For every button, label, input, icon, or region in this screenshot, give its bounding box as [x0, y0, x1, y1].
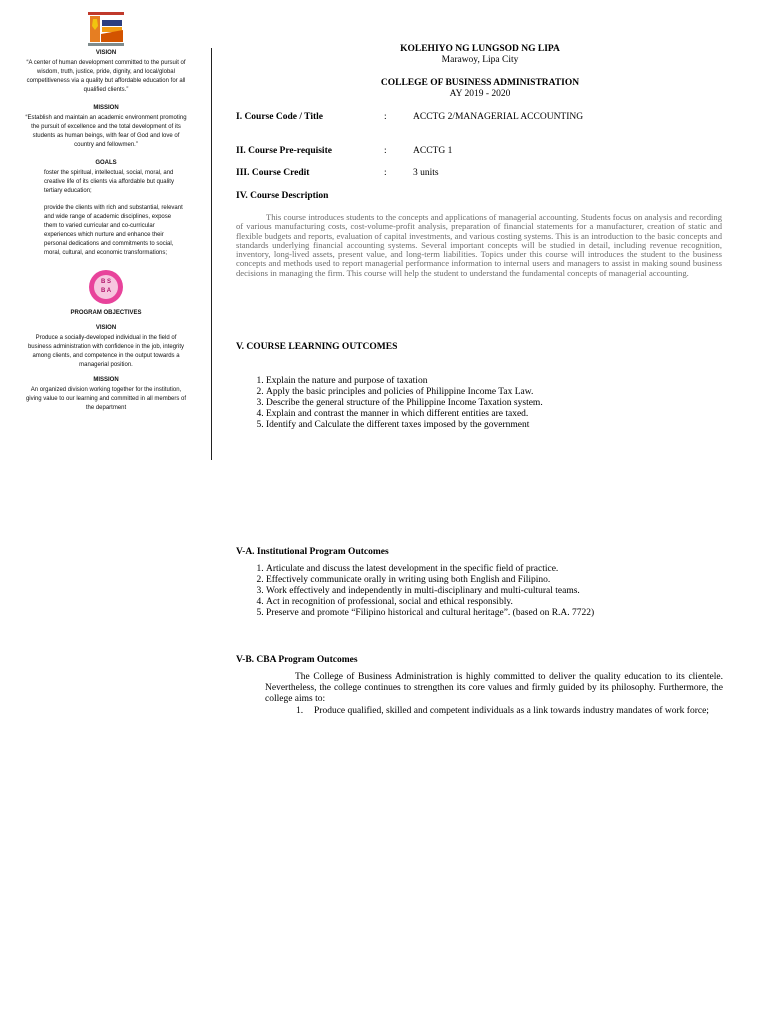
institutional-outcomes-list [236, 564, 726, 619]
dept-logo-text-2: B A [100, 288, 112, 294]
dept-logo-text-1: B S [100, 279, 111, 285]
course-prereq-label: II. Course Pre-requisite [236, 146, 332, 156]
college-logo-icon [88, 12, 124, 46]
mission-text: “Establish and maintain an academic environment promoting the pursuit of excellence and the total development of its students as human beings, with fear of God and love of country and fellowmen.” [25, 115, 187, 148]
list-item: 3. Describe the general structure of the Philippine Income Taxation system. [266, 398, 726, 409]
course-prereq-value: ACCTG 1 [413, 146, 453, 156]
department-logo-badge [94, 275, 118, 299]
college-name: COLLEGE OF BUSINESS ADMINISTRATION [380, 78, 580, 88]
cba-outcome-item [296, 706, 709, 716]
goals-heading: GOALS [95, 160, 117, 166]
program-mission-heading: MISSION [93, 377, 119, 383]
list-item: 2. Apply the basic principles and policies of Philippine Income Tax Law. [266, 387, 726, 398]
department-logo [89, 270, 123, 304]
colon: : [384, 146, 387, 156]
colon: : [384, 168, 387, 178]
cba-outcome-number: 1. [296, 706, 304, 716]
cba-outcomes-heading: V-B. CBA Program Outcomes [236, 655, 358, 665]
list-item: 1. Articulate and discuss the latest development in the specific field of practice. [266, 564, 726, 575]
program-vision-text: Produce a socially-developed individual in the field of business administration with confidence in the job, integrity among clients, and competence in the output towards a managerial position. [27, 335, 185, 368]
course-code-label: I. Course Code / Title [236, 112, 323, 122]
goals-text-2: provide the clients with rich and substantial, relevant and wide range of academic disciplines, expose them to varied curricular and co-curricular experiences which nurture and enhance their personal dedications and commitments to social, moral, cultural, and economic transformations; [44, 205, 183, 256]
cba-outcomes-text: The College of Business Administration is highly committed to deliver the quality education to its clientele. Nevertheless, the college continues to strengthen its core values and firmly guided by its philosophy. Furthermore, the college aims to: [265, 672, 723, 704]
learning-outcomes-list [236, 376, 726, 431]
school-address: Marawoy, Lipa City [441, 55, 519, 65]
program-mission-text: An organized division working together for the institution, giving value to our learning and committed in all members of the department [25, 387, 187, 411]
vision-heading: VISION [95, 50, 117, 56]
course-credit-label: III. Course Credit [236, 168, 310, 178]
academic-year: AY 2019 - 2020 [449, 89, 511, 99]
learning-outcomes-heading: V. COURSE LEARNING OUTCOMES [236, 342, 398, 352]
list-item: 3. Work effectively and independently in multi-disciplinary and multi-cultural teams. [266, 586, 726, 597]
list-item: 2. Effectively communicate orally in writing using both English and Filipino. [266, 575, 726, 586]
course-credit-value: 3 units [413, 168, 439, 178]
cba-outcome-text: Produce qualified, skilled and competent individuals as a link towards industry mandates of work force; [314, 706, 709, 716]
program-vision-heading: VISION [95, 325, 117, 331]
goals-text-1: foster the spiritual, intellectual, social, moral, and creative life of its clients via affordable but quality tertiary education; [44, 170, 174, 194]
list-item: 1. Explain the nature and purpose of taxation [266, 376, 726, 387]
institutional-outcomes-heading: V-A. Institutional Program Outcomes [236, 547, 389, 557]
colon: : [384, 112, 387, 122]
vision-text: “A center of human development committed to the pursuit of wisdom, truth, justice, pride, dignity, and local/global competitiveness via a quality but affordable education for all qualified clients.” [26, 60, 186, 93]
sidebar-divider [211, 48, 212, 460]
list-item: 4. Act in recognition of professional, social and ethical responsibly. [266, 597, 726, 608]
course-description-heading: IV. Course Description [236, 191, 329, 201]
course-code-value: ACCTG 2/MANAGERIAL ACCOUNTING [413, 112, 584, 122]
list-item: 4. Explain and contrast the manner in which different entities are taxed. [266, 409, 726, 420]
mission-heading: MISSION [93, 105, 119, 111]
college-logo [88, 12, 124, 46]
course-description-text: This course introduces students to the concepts and applications of managerial accounting. Students focus on analysis and recording of various manufacturing costs, cost-volume-profit analysis, preparation of financial statements for a manufacturer, creation of static and flexible budgets and reports, evaluation of capital investments, and various costing systems. This is an introduction to the basic concepts and standards underlying financial accounting systems. Several important concepts will be studied in detail, including revenue recognition, inventory, long-lived assets, present value, and long-term liabilities. Topics under this course will introduces the student to the business concepts and methods used to report managerial performance information to internal users and managers to assist in making sound business decisions in managing the firm. This course will help the student to understand the fundamental concepts of managerial accounting. [236, 212, 722, 278]
list-item: 5. Preserve and promote “Filipino historical and cultural heritage”. (based on R.A. 7722) [266, 608, 726, 619]
school-name: KOLEHIYO NG LUNGSOD NG LIPA [400, 44, 560, 54]
list-item: 5. Identify and Calculate the different taxes imposed by the government [266, 420, 726, 431]
sidebar [25, 12, 187, 413]
program-objectives-heading: PROGRAM OBJECTIVES [70, 310, 142, 316]
